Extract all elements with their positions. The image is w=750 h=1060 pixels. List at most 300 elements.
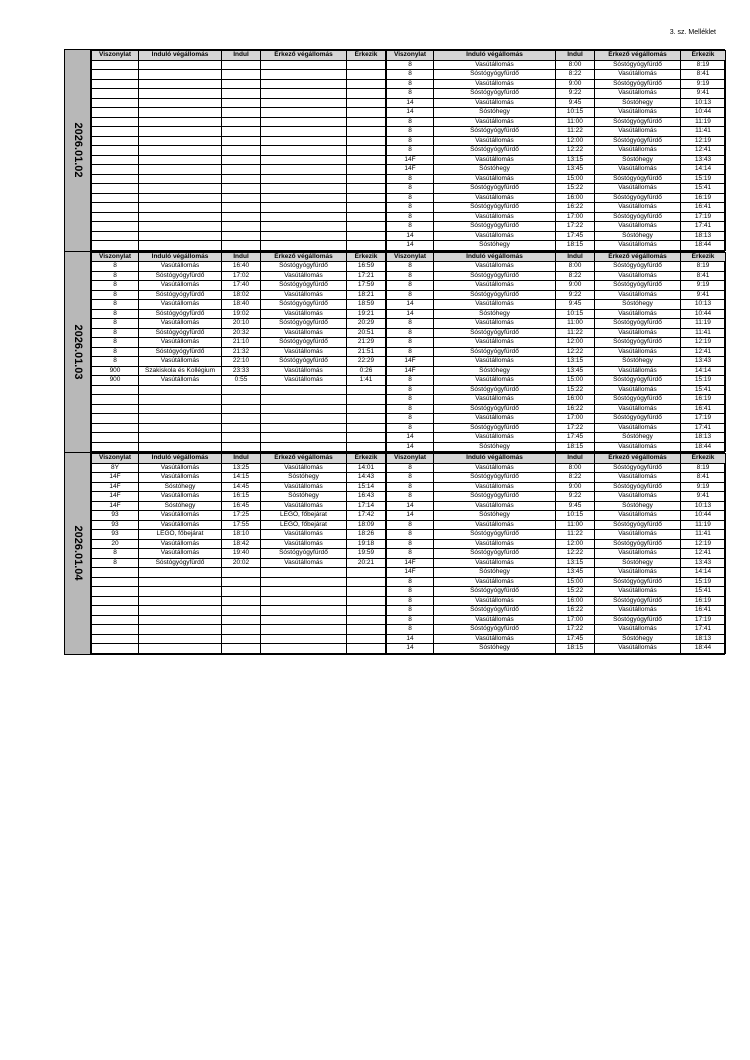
table-cell: Sóstógyógyfürdő [434, 404, 556, 414]
table-cell: 14 [387, 442, 434, 452]
table-cell [261, 385, 347, 395]
table-cell [261, 395, 347, 405]
table-cell: 14 [387, 501, 434, 511]
table-cell: 17:00 [556, 414, 595, 424]
table-cell [139, 577, 222, 587]
table-cell: 14F [387, 558, 434, 568]
table-cell: 13:25 [222, 463, 261, 473]
table-cell [92, 98, 139, 108]
empty-row [92, 568, 386, 578]
table-cell: Sóstógyógyfürdő [434, 423, 556, 433]
empty-row [92, 423, 386, 433]
table-cell: 16:00 [556, 596, 595, 606]
table-cell: 11:00 [556, 117, 595, 127]
table-cell [222, 634, 261, 644]
table-row [92, 473, 386, 483]
table-row [387, 309, 726, 319]
table-cell [261, 70, 347, 80]
empty-row [92, 634, 386, 644]
table-cell: 15:41 [681, 184, 726, 194]
table-cell: 15:22 [556, 385, 595, 395]
empty-row [92, 596, 386, 606]
table-cell [222, 136, 261, 146]
table-cell: Vasútállomás [261, 366, 347, 376]
table-cell [92, 117, 139, 127]
table-cell [347, 404, 386, 414]
table-cell: 14:14 [681, 165, 726, 175]
table-cell [92, 577, 139, 587]
table-cell [139, 231, 222, 241]
table-cell [139, 165, 222, 175]
table-cell: 11:19 [681, 117, 726, 127]
table-cell: Vasútállomás [434, 357, 556, 367]
table-cell: 12:41 [681, 146, 726, 156]
table-cell [347, 212, 386, 222]
table-row [387, 300, 726, 310]
table-cell: Vasútállomás [261, 463, 347, 473]
table-cell: Vasútállomás [595, 241, 681, 251]
table-cell: 8 [387, 463, 434, 473]
table-cell: 1:41 [347, 376, 386, 386]
table-cell: 8 [387, 625, 434, 635]
table-cell: 14:45 [222, 482, 261, 492]
table-cell [261, 127, 347, 137]
table-cell: 8:41 [681, 271, 726, 281]
table-cell [92, 596, 139, 606]
timetable-right [386, 50, 726, 251]
table-cell: 18:59 [347, 300, 386, 310]
table-cell: 8 [387, 193, 434, 203]
table-cell [222, 79, 261, 89]
table-cell: 8 [387, 473, 434, 483]
table-row [92, 309, 386, 319]
table-cell: Sóstógyógyfürdő [261, 281, 347, 291]
empty-row [92, 70, 386, 80]
table-cell: Vasútállomás [139, 463, 222, 473]
header-row [92, 51, 386, 61]
table-cell: Vasútállomás [261, 271, 347, 281]
table-cell: 8 [92, 549, 139, 559]
table-cell: 10:44 [681, 108, 726, 118]
column-header: Induló végállomás [139, 454, 222, 464]
empty-row [92, 433, 386, 443]
table-cell: Vasútállomás [595, 290, 681, 300]
table-cell: 17:45 [556, 433, 595, 443]
table-cell: Vasútállomás [595, 366, 681, 376]
table-cell: Vasútállomás [434, 319, 556, 329]
table-cell: Vasútállomás [595, 492, 681, 502]
table-cell: 14F [387, 568, 434, 578]
table-cell: 12:00 [556, 338, 595, 348]
table-cell [139, 625, 222, 635]
table-cell [347, 155, 386, 165]
table-cell [222, 644, 261, 654]
table-cell: Vasútállomás [434, 117, 556, 127]
table-cell: Vasútállomás [261, 501, 347, 511]
table-cell: Sóstóhegy [595, 634, 681, 644]
table-cell [92, 193, 139, 203]
table-row [387, 146, 726, 156]
table-row [387, 423, 726, 433]
empty-row [92, 165, 386, 175]
table-cell: 8 [387, 577, 434, 587]
table-cell [347, 634, 386, 644]
table-cell [347, 146, 386, 156]
table-cell [92, 89, 139, 99]
table-cell: 12:22 [556, 549, 595, 559]
table-row [92, 271, 386, 281]
table-row [387, 366, 726, 376]
table-cell: 18:10 [222, 530, 261, 540]
table-cell: 8 [387, 212, 434, 222]
table-cell: Vasútállomás [595, 423, 681, 433]
table-cell: Sóstógyógyfürdő [434, 606, 556, 616]
table-cell: Sóstógyógyfürdő [595, 212, 681, 222]
table-cell: Vasútállomás [595, 309, 681, 319]
table-row [387, 376, 726, 386]
table-cell: 8:19 [681, 463, 726, 473]
table-row [387, 625, 726, 635]
table-cell: 14:15 [222, 473, 261, 483]
empty-row [92, 79, 386, 89]
table-cell: 8 [387, 587, 434, 597]
table-cell [261, 414, 347, 424]
table-cell: 20:10 [222, 319, 261, 329]
table-row [387, 511, 726, 521]
table-row [387, 89, 726, 99]
table-cell: Sóstógyógyfürdő [434, 587, 556, 597]
table-cell [347, 414, 386, 424]
table-cell: Sóstógyógyfürdő [595, 395, 681, 405]
table-cell: Sóstóhegy [595, 300, 681, 310]
date-label: 2026.01.03 [71, 324, 84, 380]
column-header: Indul [556, 51, 595, 61]
date-column [65, 453, 91, 654]
table-cell [347, 203, 386, 213]
table-cell: 14F [387, 165, 434, 175]
table-cell [222, 193, 261, 203]
table-cell [261, 577, 347, 587]
table-cell [222, 108, 261, 118]
table-cell: 9:41 [681, 492, 726, 502]
table-row [92, 300, 386, 310]
table-cell [92, 587, 139, 597]
table-cell: Vasútállomás [595, 644, 681, 654]
table-cell: 8Y [92, 463, 139, 473]
table-row [387, 98, 726, 108]
table-cell [347, 70, 386, 80]
table-cell: 0:55 [222, 376, 261, 386]
table-cell: 22:10 [222, 357, 261, 367]
table-row [92, 539, 386, 549]
table-cell: LEGO, főbejárat [261, 511, 347, 521]
column-header: Viszonylat [387, 252, 434, 262]
table-cell: 8 [387, 203, 434, 213]
table-row [387, 596, 726, 606]
table-cell: 8:19 [681, 262, 726, 272]
table-cell: Sóstógyógyfürdő [434, 625, 556, 635]
table-cell: 14F [92, 492, 139, 502]
table-cell [347, 241, 386, 251]
table-cell: 12:00 [556, 136, 595, 146]
timetable-left [91, 453, 386, 654]
table-cell [139, 414, 222, 424]
table-cell: 8 [387, 338, 434, 348]
table-cell: 11:22 [556, 127, 595, 137]
table-cell: 8 [92, 558, 139, 568]
table-cell: 13:43 [681, 558, 726, 568]
table-cell [222, 212, 261, 222]
table-cell: Vasútállomás [261, 290, 347, 300]
table-cell [261, 404, 347, 414]
column-header: Viszonylat [92, 51, 139, 61]
table-cell: Vasútállomás [434, 262, 556, 272]
table-cell: 9:00 [556, 482, 595, 492]
table-cell [261, 423, 347, 433]
table-cell: 8 [92, 281, 139, 291]
table-row [387, 155, 726, 165]
table-cell: Vasútállomás [261, 347, 347, 357]
table-cell: 8 [387, 404, 434, 414]
empty-row [92, 60, 386, 70]
table-cell: 15:00 [556, 174, 595, 184]
table-cell: 8 [387, 222, 434, 232]
table-cell: 18:40 [222, 300, 261, 310]
table-row [387, 231, 726, 241]
table-cell [222, 568, 261, 578]
table-cell [139, 433, 222, 443]
table-cell [222, 98, 261, 108]
table-cell: 19:21 [347, 309, 386, 319]
table-row [387, 290, 726, 300]
table-row [387, 212, 726, 222]
table-cell: 18:13 [681, 231, 726, 241]
table-cell: 93 [92, 511, 139, 521]
table-cell [139, 644, 222, 654]
table-cell: Sóstógyógyfürdő [139, 558, 222, 568]
table-cell: 15:19 [681, 174, 726, 184]
timetable-left [91, 252, 386, 453]
table-cell: Sóstógyógyfürdő [595, 338, 681, 348]
table-cell: Vasútállomás [434, 482, 556, 492]
table-cell: Vasútállomás [434, 231, 556, 241]
table-cell [347, 222, 386, 232]
table-cell: 12:22 [556, 347, 595, 357]
empty-row [92, 404, 386, 414]
table-cell: 10:13 [681, 98, 726, 108]
table-cell: 17:42 [347, 511, 386, 521]
table-cell: 20:51 [347, 328, 386, 338]
table-cell: 12:19 [681, 539, 726, 549]
table-cell: 8 [387, 347, 434, 357]
table-cell: 15:00 [556, 376, 595, 386]
header-row [387, 51, 726, 61]
table-cell: Sóstógyógyfürdő [434, 70, 556, 80]
table-cell: 15:14 [347, 482, 386, 492]
table-cell [92, 414, 139, 424]
table-cell: 19:18 [347, 539, 386, 549]
table-cell: Sóstógyógyfürdő [139, 347, 222, 357]
table-row [92, 511, 386, 521]
table-cell: 8 [387, 281, 434, 291]
header-row [92, 252, 386, 262]
table-cell [92, 395, 139, 405]
table-cell [92, 146, 139, 156]
table-cell: 17:41 [681, 625, 726, 635]
table-cell [92, 165, 139, 175]
table-cell: 16:40 [222, 262, 261, 272]
table-cell: 8 [387, 376, 434, 386]
table-cell [261, 165, 347, 175]
table-cell: Vasútállomás [595, 587, 681, 597]
table-cell [261, 146, 347, 156]
column-header: Induló végállomás [434, 51, 556, 61]
empty-row [92, 136, 386, 146]
table-row [387, 174, 726, 184]
table-row [387, 117, 726, 127]
empty-row [92, 644, 386, 654]
table-cell: Vasútállomás [139, 338, 222, 348]
empty-row [92, 146, 386, 156]
table-cell [92, 60, 139, 70]
table-cell [347, 395, 386, 405]
table-cell [261, 587, 347, 597]
table-cell [261, 203, 347, 213]
day-tables [91, 252, 726, 453]
table-cell: Sóstógyógyfürdő [261, 338, 347, 348]
table-cell [222, 165, 261, 175]
table-row [387, 165, 726, 175]
table-row [92, 549, 386, 559]
table-row [387, 347, 726, 357]
table-cell: 16:41 [681, 203, 726, 213]
table-cell [222, 155, 261, 165]
table-cell [347, 184, 386, 194]
table-cell: 9:41 [681, 290, 726, 300]
table-cell: 9:41 [681, 89, 726, 99]
table-cell [92, 184, 139, 194]
table-cell: Vasútállomás [139, 319, 222, 329]
table-cell: Sóstógyógyfürdő [434, 146, 556, 156]
table-cell [222, 117, 261, 127]
table-cell: Vasútállomás [595, 70, 681, 80]
table-cell: 14 [387, 309, 434, 319]
table-cell [261, 606, 347, 616]
table-row [387, 222, 726, 232]
table-cell: 8 [92, 271, 139, 281]
table-cell: Vasútállomás [434, 520, 556, 530]
table-cell: 8 [387, 89, 434, 99]
table-cell: 13:15 [556, 357, 595, 367]
table-cell: Vasútállomás [261, 376, 347, 386]
table-cell: 8:19 [681, 60, 726, 70]
table-cell [261, 79, 347, 89]
table-cell: Vasútállomás [595, 606, 681, 616]
table-row [387, 492, 726, 502]
table-cell: 16:59 [347, 262, 386, 272]
table-cell: Vasútállomás [139, 473, 222, 483]
table-row [387, 241, 726, 251]
table-cell: 17:19 [681, 615, 726, 625]
table-cell: 14F [387, 357, 434, 367]
appendix-label: 3. sz. Melléklet [669, 29, 716, 36]
table-cell [139, 385, 222, 395]
table-cell [92, 423, 139, 433]
table-cell: Sóstóhegy [434, 644, 556, 654]
table-cell: 12:41 [681, 347, 726, 357]
date-column [65, 50, 91, 251]
day-tables [91, 453, 726, 654]
table-row [387, 463, 726, 473]
table-cell [92, 241, 139, 251]
table-cell: 9:22 [556, 290, 595, 300]
table-cell [347, 568, 386, 578]
table-cell [261, 625, 347, 635]
table-row [387, 281, 726, 291]
table-cell: Vasútállomás [434, 281, 556, 291]
column-header: Érkező végállomás [261, 51, 347, 61]
table-cell: 10:15 [556, 108, 595, 118]
table-cell [261, 433, 347, 443]
table-cell: 18:44 [681, 644, 726, 654]
table-cell [261, 568, 347, 578]
table-cell: 11:00 [556, 520, 595, 530]
table-cell: Vasútállomás [434, 300, 556, 310]
table-cell: Sóstógyógyfürdő [434, 492, 556, 502]
table-cell [222, 222, 261, 232]
table-cell: Vasútállomás [595, 549, 681, 559]
table-cell: 23:33 [222, 366, 261, 376]
table-cell: 21:29 [347, 338, 386, 348]
table-cell [261, 442, 347, 452]
table-row [387, 587, 726, 597]
table-cell [222, 596, 261, 606]
day-section [65, 50, 724, 252]
table-cell: 18:09 [347, 520, 386, 530]
table-cell [92, 606, 139, 616]
empty-row [92, 174, 386, 184]
table-cell [222, 625, 261, 635]
table-cell: 8 [92, 300, 139, 310]
table-cell: 18:15 [556, 644, 595, 654]
table-cell [139, 98, 222, 108]
table-cell [92, 70, 139, 80]
table-cell: Sóstóhegy [434, 568, 556, 578]
table-cell: Vasútállomás [595, 473, 681, 483]
table-cell: 16:00 [556, 193, 595, 203]
empty-row [92, 625, 386, 635]
table-cell: 9:00 [556, 79, 595, 89]
table-cell: Vasútállomás [595, 530, 681, 540]
table-cell: Vasútállomás [139, 549, 222, 559]
table-cell: Sóstóhegy [434, 309, 556, 319]
date-label: 2026.01.02 [71, 122, 84, 178]
table-row [92, 558, 386, 568]
table-cell: 14 [387, 241, 434, 251]
table-cell: Vasútállomás [434, 615, 556, 625]
table-row [92, 319, 386, 329]
table-cell: 14:43 [347, 473, 386, 483]
table-cell [261, 98, 347, 108]
table-cell [222, 404, 261, 414]
column-header: Induló végállomás [139, 252, 222, 262]
table-cell: Sóstógyógyfürdő [434, 203, 556, 213]
table-cell: 900 [92, 376, 139, 386]
day-tables [91, 50, 726, 251]
table-cell: Vasútállomás [434, 338, 556, 348]
table-cell: 17:22 [556, 625, 595, 635]
table-cell: 11:19 [681, 520, 726, 530]
